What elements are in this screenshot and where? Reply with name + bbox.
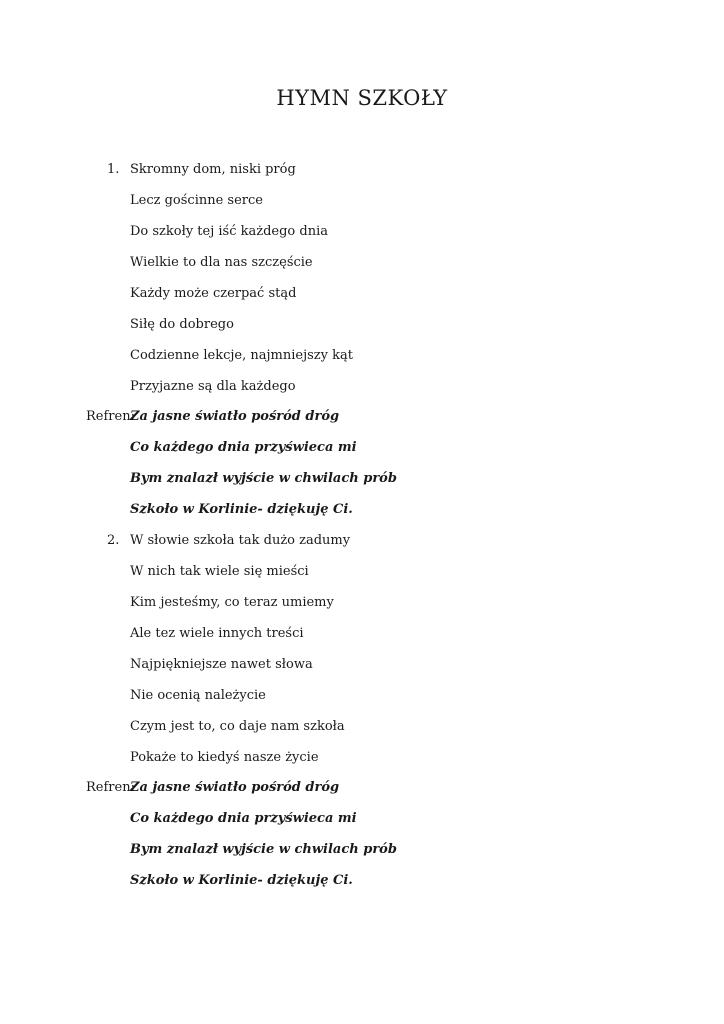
- refrain-1-line-4: Szkoło w Korlinie- dziękuję Ci.: [130, 502, 353, 517]
- verse-2-line-2: W nich tak wiele się mieści: [130, 564, 309, 579]
- verse-2-line-4: Ale tez wiele innych treści: [130, 626, 304, 641]
- verse-2-number: 2.: [107, 533, 120, 548]
- verse-1-line-1: Skromny dom, niski próg: [130, 162, 296, 177]
- verse-1-line-4: Wielkie to dla nas szczęście: [130, 255, 313, 270]
- refrain-2-label: Refren:: [86, 780, 135, 795]
- page-title: HYMN SZKOŁY: [276, 86, 448, 110]
- verse-2-line-3: Kim jesteśmy, co teraz umiemy: [130, 595, 334, 610]
- verse-2-line-1: W słowie szkoła tak dużo zadumy: [130, 533, 351, 548]
- verse-1-line-5: Każdy może czerpać stąd: [130, 286, 297, 301]
- verse-1-line-2: Lecz gościnne serce: [130, 193, 263, 208]
- verse-1-number: 1.: [107, 162, 120, 177]
- refrain-2-line-1: Za jasne światło pośród dróg: [130, 780, 340, 795]
- refrain-2-line-3: Bym znalazł wyjście w chwilach prób: [130, 842, 397, 857]
- verse-1-line-3: Do szkoły tej iść każdego dnia: [130, 224, 328, 239]
- verse-2-line-8: Pokaże to kiedyś nasze życie: [130, 750, 319, 765]
- refrain-1-label: Refren:: [86, 409, 135, 424]
- verse-1-line-7: Codzienne lekcje, najmniejszy kąt: [130, 348, 353, 363]
- refrain-1-line-2: Co każdego dnia przyświeca mi: [130, 440, 357, 455]
- verse-1-line-6: Siłę do dobrego: [130, 317, 234, 332]
- verse-2-line-6: Nie ocenią należycie: [130, 688, 266, 703]
- refrain-2-line-2: Co każdego dnia przyświeca mi: [130, 811, 357, 826]
- refrain-1-line-1: Za jasne światło pośród dróg: [130, 409, 340, 424]
- refrain-2-line-4: Szkoło w Korlinie- dziękuję Ci.: [130, 873, 353, 888]
- verse-2-line-7: Czym jest to, co daje nam szkoła: [130, 719, 345, 734]
- refrain-1-line-3: Bym znalazł wyjście w chwilach prób: [130, 471, 397, 486]
- verse-2-line-5: Najpiękniejsze nawet słowa: [130, 657, 313, 672]
- verse-1-line-8: Przyjazne są dla każdego: [130, 379, 296, 394]
